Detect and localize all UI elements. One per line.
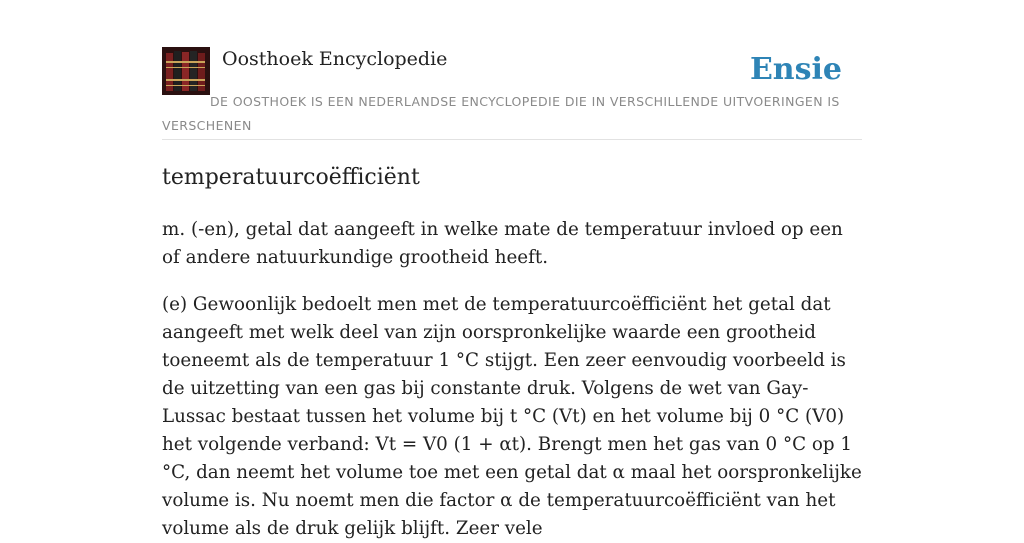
article [162,160,862,543]
site-avatar[interactable] [162,47,210,95]
article-title: temperatuurcoëfficiënt [162,165,420,190]
book-spines-icon [162,47,210,95]
brand-logo[interactable]: Ensie [749,52,842,87]
site-header [162,46,862,140]
site-tagline: DE OOSTHOEK IS EEN NEDERLANDSE ENCYCLOPEDIE DIE IN VERSCHILLENDE UITVOERINGEN IS VERSCHENEN [162,94,840,133]
site-name[interactable]: Oosthoek Encyclopedie [222,48,448,70]
article-paragraph: (e) Gewoonlijk bedoelt men met de temperatuurcoëfficiënt het getal dat aangeeft met welk deel van zijn oorspronkelijke waarde een grootheid toeneemt als de temperatuur 1 °C stijgt. Een zeer eenvoudig voorbeeld is de uitzetting van een gas bij constante druk. Volgens de wet van Gay-Lussac bestaat tussen het volume bij t °C (Vt) en het volume bij 0 °C (V0) het volgende verband: Vt = V0 (1 + αt). Brengt men het gas van 0 °C op 1 °C, dan neemt het volume toe met een getal dat α maal het oorspronkelijke volume is. Nu noemt men die factor α de temperatuurcoëfficiënt van het volume als de druk gelijk blijft. Zeer vele [162,294,862,539]
article-paragraph: m. (-en), getal dat aangeeft in welke mate de temperatuur invloed op een of andere natuurkundige grootheid heeft. [162,219,843,268]
